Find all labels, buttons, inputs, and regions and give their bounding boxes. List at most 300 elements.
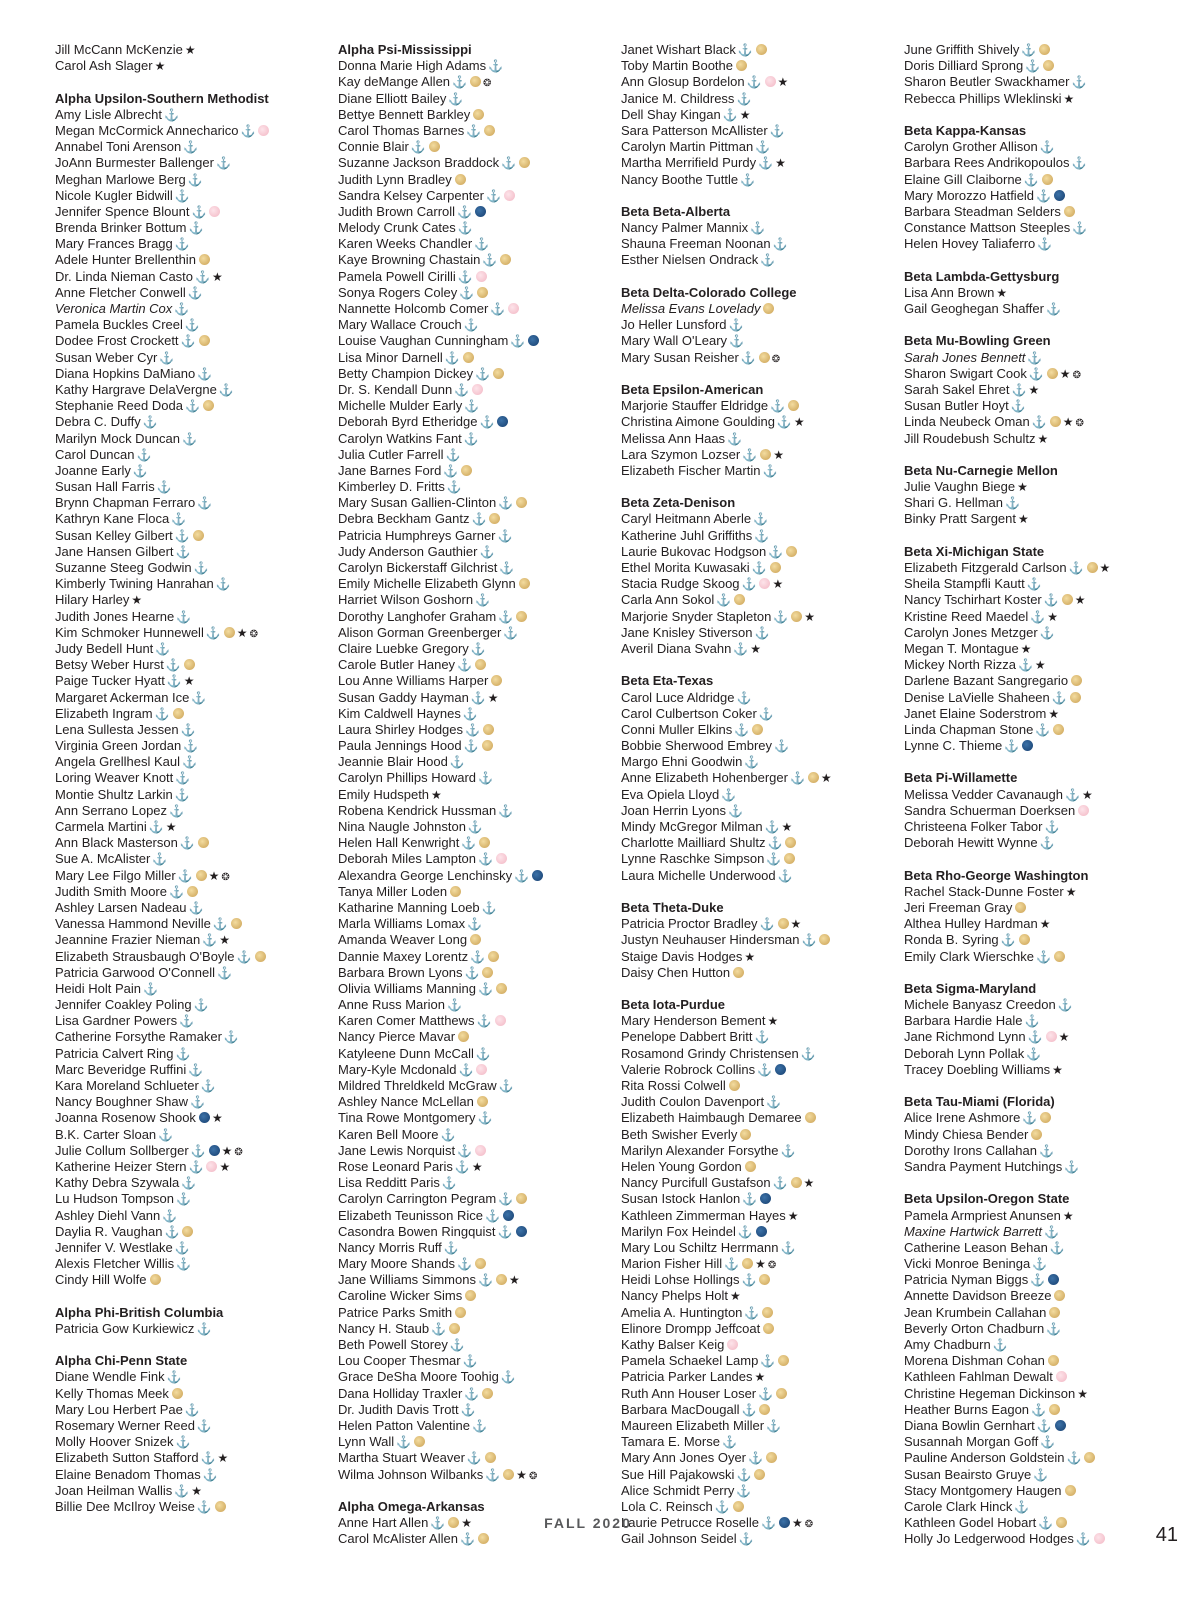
anchor-icon: ⚓ — [1043, 1224, 1059, 1239]
rose-gold-icon — [1040, 1112, 1051, 1123]
rose-gold-icon — [482, 1388, 493, 1399]
member-name: Denise LaVielle Shaheen ⚓ — [904, 690, 1166, 706]
anchor-icon: ⚓ — [754, 528, 770, 543]
member-name: Mary Susan Gallien-Clinton ⚓ — [338, 495, 600, 511]
anchor-icon: ⚓ — [476, 1014, 492, 1029]
rose-gold-icon — [763, 303, 774, 314]
member-name: Kathleen Zimmerman Hayes ★ — [621, 1207, 799, 1223]
anchor-icon: ⚓ — [1043, 593, 1059, 608]
anchor-icon: ⚓ — [169, 884, 184, 899]
member-name: Melissa Vedder Cavanaugh ⚓ ★ — [904, 786, 1093, 802]
rose-gold-icon — [458, 1031, 469, 1042]
rose-gold-icon — [482, 967, 493, 978]
rose-gold-icon — [1054, 951, 1065, 962]
member-name: B.K. Carter Sloan ⚓ — [55, 1126, 174, 1142]
rose-gold-icon — [150, 1274, 161, 1285]
anchor-icon: ⚓ — [200, 1451, 216, 1466]
spacer — [621, 366, 883, 382]
anchor-icon: ⚓ — [1021, 43, 1037, 57]
member-name: Eva Opiela Lloyd ⚓ — [621, 786, 737, 802]
rose-pink-icon — [1046, 1031, 1057, 1042]
anchor-icon: ⚓ — [458, 1062, 474, 1077]
chapter-heading: Beta Pi-Willamette — [904, 770, 1018, 786]
member-name: Harriet Wilson Goshorn ⚓ — [338, 592, 491, 608]
member-name: Elizabeth Teunisson Rice ⚓ — [338, 1208, 600, 1224]
rose-gold-icon — [450, 886, 461, 897]
rose-gold-icon — [516, 497, 527, 508]
member-name: Susan Butler Hoyt ⚓ — [904, 398, 1026, 414]
anchor-icon: ⚓ — [470, 641, 486, 656]
member-name: Rosamond Grindy Christensen ⚓ — [621, 1045, 816, 1061]
anchor-icon: ⚓ — [776, 415, 792, 430]
member-name: Anne Elizabeth Hohenberger ⚓ ★ — [621, 770, 832, 786]
anchor-icon: ⚓ — [179, 1014, 195, 1029]
anchor-icon: ⚓ — [767, 836, 783, 851]
anchor-icon: ⚓ — [780, 1143, 796, 1158]
member-name: Mary-Kyle Mcdonald ⚓ — [338, 1062, 600, 1078]
member-name: Robena Kendrick Hussman ⚓ — [338, 802, 514, 818]
member-name: Lena Sullesta Jessen ⚓ — [55, 721, 196, 737]
rose-gold-icon — [1048, 1355, 1059, 1366]
anchor-icon: ⚓ — [769, 123, 785, 138]
member-name: Anne Fletcher Conwell ⚓ — [55, 284, 203, 300]
member-name: Carol Thomas Barnes ⚓ — [338, 123, 600, 139]
member-name: Gail Johnson Seidel ⚓ — [621, 1531, 754, 1547]
anchor-icon: ⚓ — [410, 140, 426, 155]
star-icon: ★ — [996, 285, 1008, 300]
member-name: Nancy Palmer Mannix ⚓ — [621, 220, 766, 236]
anchor-icon: ⚓ — [187, 172, 203, 187]
chapter-heading: Beta Tau-Miami (Florida) — [904, 1094, 1055, 1110]
star-icon: ★ — [211, 1111, 223, 1126]
anchor-icon: ⚓ — [200, 1079, 216, 1093]
member-name: Bettye Bennett Barkley — [338, 107, 600, 123]
anchor-icon: ⚓ — [477, 1111, 493, 1126]
rose-navy-icon — [516, 1226, 527, 1237]
rose-gold-icon — [500, 254, 511, 265]
member-name: Melody Crunk Cates ⚓ — [338, 220, 473, 236]
pearl-icon: ❂ — [767, 1260, 777, 1272]
rose-gold-icon — [516, 1193, 527, 1204]
anchor-icon: ⚓ — [761, 1516, 776, 1531]
star-icon: ★ — [508, 1273, 520, 1288]
rose-pink-icon — [258, 125, 269, 136]
anchor-icon: ⚓ — [156, 480, 172, 495]
anchor-icon: ⚓ — [1000, 933, 1016, 948]
member-name: Helen Hovey Taliaferro ⚓ — [904, 236, 1053, 252]
member-name: Heidi Holt Pain ⚓ — [55, 980, 158, 996]
member-name: Melissa Ann Haas ⚓ — [621, 430, 743, 446]
anchor-icon: ⚓ — [503, 625, 519, 640]
member-name: Jane Barnes Ford ⚓ — [338, 463, 600, 479]
anchor-icon: ⚓ — [754, 625, 770, 640]
member-name: Kathleen Godel Hobart ⚓ — [904, 1515, 1166, 1531]
anchor-icon: ⚓ — [497, 528, 513, 543]
member-name: Carolyn Grother Allison ⚓ — [904, 139, 1055, 155]
anchor-icon: ⚓ — [721, 787, 737, 802]
rose-gold-icon — [483, 724, 494, 735]
spacer — [904, 252, 1166, 268]
member-name: Lara Szymon Lozser ⚓ ★ — [621, 446, 784, 462]
rose-navy-icon — [1048, 1274, 1059, 1285]
spacer — [904, 754, 1166, 770]
member-name: Michelle Mulder Early ⚓ — [338, 398, 480, 414]
anchor-icon: ⚓ — [430, 1516, 446, 1531]
member-name: Staige Davis Hodges ★ — [621, 948, 756, 964]
anchor-icon: ⚓ — [202, 1467, 218, 1482]
rose-gold-icon — [429, 141, 440, 152]
member-name: Nancy Boothe Tuttle ⚓ — [621, 171, 756, 187]
member-name: Judith Coulon Davenport ⚓ — [621, 1094, 782, 1110]
rose-gold-icon — [455, 1307, 466, 1318]
anchor-icon: ⚓ — [184, 318, 200, 333]
member-name: Martha Stuart Weaver ⚓ — [338, 1450, 600, 1466]
anchor-icon: ⚓ — [457, 658, 473, 673]
member-name: Kaye Browning Chastain ⚓ — [338, 252, 600, 268]
spacer — [621, 657, 883, 673]
anchor-icon: ⚓ — [758, 706, 774, 721]
member-name: Carol Luce Aldridge ⚓ — [621, 689, 752, 705]
anchor-icon: ⚓ — [449, 755, 465, 770]
member-name: Mary Lee Filgo Miller ⚓ ★ ❂ — [55, 868, 317, 884]
member-name: Mickey North Rizza ⚓ ★ — [904, 657, 1046, 673]
member-name: Elizabeth Ingram ⚓ — [55, 706, 317, 722]
anchor-icon: ⚓ — [1039, 140, 1055, 155]
member-name: Heidi Lohse Hollings ⚓ — [621, 1272, 883, 1288]
rose-gold-icon — [475, 659, 486, 670]
anchor-icon: ⚓ — [188, 1159, 204, 1174]
member-name: Penelope Dabbert Britt ⚓ — [621, 1029, 770, 1045]
anchor-icon: ⚓ — [1030, 609, 1046, 624]
member-name: Ann Serrano Lopez ⚓ — [55, 802, 184, 818]
member-name: Tanya Miller Loden — [338, 884, 600, 900]
rose-gold-icon — [1031, 1129, 1042, 1140]
anchor-icon: ⚓ — [801, 933, 817, 948]
star-icon: ★ — [1018, 512, 1029, 527]
chapter-heading: Beta Lambda-Gettysburg — [904, 268, 1060, 284]
member-name: Catherine Forsythe Ramaker ⚓ — [55, 1029, 239, 1045]
anchor-icon: ⚓ — [772, 1176, 788, 1191]
chapter-heading: Beta Beta-Alberta — [621, 203, 731, 219]
anchor-icon: ⚓ — [196, 1418, 212, 1433]
member-name: Barbara Steadman Selders — [904, 204, 1166, 220]
member-name: Ann Glosup Bordelon ⚓ ★ — [621, 74, 789, 90]
member-name: Suzanne Jackson Braddock ⚓ — [338, 155, 600, 171]
anchor-icon: ⚓ — [443, 1240, 459, 1255]
rose-gold-icon — [785, 837, 796, 848]
member-name: Pauline Anderson Goldstein ⚓ — [904, 1450, 1166, 1466]
anchor-icon: ⚓ — [1026, 577, 1042, 592]
anchor-icon: ⚓ — [764, 820, 780, 834]
rose-gold-icon — [805, 1112, 816, 1123]
rose-gold-icon — [519, 578, 530, 589]
member-name: Ruth Ann Houser Loser ⚓ — [621, 1386, 883, 1402]
member-name: Kim Schmoker Hunnewell ⚓ ★ ❂ — [55, 625, 317, 641]
star-icon: ★ — [754, 1370, 766, 1385]
member-name: Ashley Larsen Nadeau ⚓ — [55, 899, 204, 915]
member-name: Dannie Maxey Lorentz ⚓ — [338, 949, 600, 965]
anchor-icon: ⚓ — [477, 1273, 493, 1288]
member-name: Veronica Martin Cox ⚓ — [55, 301, 190, 316]
spacer — [904, 107, 1166, 123]
member-name: Kim Caldwell Haynes ⚓ — [338, 705, 478, 721]
member-name: Deborah Lynn Pollak ⚓ — [904, 1045, 1042, 1061]
member-name: Ashley Diehl Vann ⚓ — [55, 1207, 178, 1223]
rose-navy-icon — [199, 1112, 210, 1123]
anchor-icon: ⚓ — [722, 107, 738, 122]
anchor-icon: ⚓ — [218, 382, 234, 397]
rose-pink-icon — [476, 1064, 487, 1075]
anchor-icon: ⚓ — [1071, 156, 1087, 171]
rose-gold-icon — [465, 1290, 476, 1301]
spacer — [904, 965, 1166, 981]
rose-pink-icon — [504, 190, 515, 201]
anchor-icon: ⚓ — [148, 820, 164, 834]
member-name: Katharine Manning Loeb ⚓ — [338, 899, 497, 915]
member-name: Mary Susan Reisher ⚓ ❂ — [621, 350, 883, 366]
member-name: Sue Hill Pajakowski ⚓ — [621, 1467, 883, 1483]
chapter-heading: Beta Theta-Duke — [621, 899, 724, 915]
member-name: Alexandra George Lenchinsky ⚓ — [338, 868, 600, 884]
anchor-icon: ⚓ — [762, 463, 778, 478]
member-name: Katyleene Dunn McCall ⚓ — [338, 1045, 491, 1061]
member-name: Mary Wallace Crouch ⚓ — [338, 317, 479, 333]
anchor-icon: ⚓ — [744, 1305, 760, 1320]
member-name: Debra Beckham Gantz ⚓ — [338, 511, 600, 527]
member-name: Marilyn Fox Heindel ⚓ — [621, 1224, 883, 1240]
member-name: Caryl Heitmann Aberle ⚓ — [621, 511, 769, 527]
rose-pink-icon — [765, 76, 776, 87]
anchor-icon: ⚓ — [188, 900, 204, 915]
anchor-icon: ⚓ — [1049, 1240, 1065, 1255]
rose-gold-icon — [470, 76, 481, 87]
star-icon: ★ — [183, 674, 195, 689]
anchor-icon: ⚓ — [136, 447, 152, 462]
rose-gold-icon — [255, 951, 266, 962]
member-name: Amy Chadburn ⚓ — [904, 1337, 1008, 1352]
anchor-icon: ⚓ — [1011, 382, 1027, 397]
anchor-icon: ⚓ — [181, 1176, 197, 1191]
member-name: Vicki Monroe Beninga ⚓ — [904, 1256, 1048, 1272]
member-name: Maxine Hartwick Barrett ⚓ — [904, 1223, 1059, 1239]
pearl-icon: ❂ — [249, 628, 258, 640]
member-name: Jill McCann McKenzie ★ — [55, 42, 196, 57]
spacer — [621, 981, 883, 997]
anchor-icon: ⚓ — [176, 609, 192, 624]
member-name: Billie Dee McIlroy Weise ⚓ — [55, 1499, 317, 1515]
anchor-icon: ⚓ — [724, 1257, 740, 1272]
spacer — [904, 447, 1166, 463]
member-name: Joanne Early ⚓ — [55, 462, 148, 478]
rose-gold-icon — [733, 967, 744, 978]
member-name: Carol McAlister Allen ⚓ — [338, 1531, 600, 1547]
anchor-icon: ⚓ — [479, 415, 495, 430]
member-name: Virginia Green Jordan ⚓ — [55, 738, 199, 754]
member-name: Valerie Robrock Collins ⚓ — [621, 1062, 883, 1078]
member-name: Emily Hudspeth ★ — [338, 786, 442, 802]
rose-gold-icon — [754, 1469, 765, 1480]
star-icon: ★ — [208, 868, 220, 883]
anchor-icon: ⚓ — [175, 544, 191, 559]
member-name: Beth Swisher Everly — [621, 1127, 883, 1143]
member-name: Mary Wall O'Leary ⚓ — [621, 333, 744, 349]
rose-gold-icon — [482, 740, 493, 751]
member-name: Dorothy Langhofer Graham ⚓ — [338, 609, 600, 625]
anchor-icon: ⚓ — [446, 480, 462, 495]
rose-navy-icon — [528, 335, 539, 346]
star-icon: ★ — [1062, 1208, 1074, 1223]
member-name: Janice M. Childress ⚓ — [621, 90, 752, 106]
spacer — [55, 74, 317, 90]
anchor-icon: ⚓ — [155, 641, 171, 656]
member-name: Diana Hopkins DaMiano ⚓ — [55, 365, 213, 381]
rose-gold-icon — [1050, 416, 1061, 427]
anchor-icon: ⚓ — [223, 1030, 239, 1045]
anchor-icon: ⚓ — [1066, 1451, 1082, 1466]
anchor-icon: ⚓ — [1046, 1321, 1062, 1336]
member-name: JoAnn Burmester Ballenger ⚓ — [55, 155, 231, 171]
star-icon: ★ — [793, 415, 805, 430]
anchor-icon: ⚓ — [742, 1192, 758, 1207]
member-name: Lisa Gardner Powers ⚓ — [55, 1013, 195, 1029]
member-name: Carolyn Phillips Howard ⚓ — [338, 770, 493, 786]
anchor-icon: ⚓ — [188, 221, 204, 236]
anchor-icon: ⚓ — [478, 852, 493, 867]
member-name: Deborah Byrd Etheridge ⚓ — [338, 414, 600, 430]
anchor-icon: ⚓ — [179, 836, 195, 851]
anchor-icon: ⚓ — [1032, 1257, 1048, 1272]
member-name: Mary Lou Schiltz Herrmann ⚓ — [621, 1239, 796, 1255]
member-name: Pamela Buckles Creel ⚓ — [55, 317, 200, 333]
rose-gold-icon — [182, 1226, 193, 1237]
member-name: Deborah Miles Lampton ⚓ — [338, 851, 600, 867]
member-name: Nancy H. Staub ⚓ — [338, 1321, 600, 1337]
member-name: Carol Culbertson Coker ⚓ — [621, 705, 774, 721]
member-name: Nannette Holcomb Comer ⚓ — [338, 301, 600, 317]
member-name: Joanna Rosenow Shook ★ — [55, 1110, 223, 1126]
anchor-icon: ⚓ — [1017, 658, 1033, 673]
member-name: Christina Aimone Goulding ⚓ ★ — [621, 414, 805, 430]
spacer — [621, 884, 883, 900]
anchor-icon: ⚓ — [475, 366, 491, 381]
member-name: Susan Beairsto Gruye ⚓ — [904, 1466, 1049, 1482]
rose-navy-icon — [1055, 1420, 1066, 1431]
chapter-heading: Beta Delta-Colorado College — [621, 284, 797, 300]
anchor-icon: ⚓ — [1038, 1143, 1054, 1158]
member-name: Stacy Montgomery Haugen — [904, 1483, 1166, 1499]
member-name: Anne Russ Marion ⚓ — [338, 997, 462, 1013]
anchor-icon: ⚓ — [463, 739, 479, 754]
anchor-icon: ⚓ — [482, 253, 498, 268]
rose-gold-icon — [786, 546, 797, 557]
anchor-icon: ⚓ — [740, 350, 756, 365]
name-column-4 — [904, 42, 1166, 1547]
member-name: Caroline Wicker Sims — [338, 1288, 600, 1304]
rose-gold-icon — [776, 1388, 787, 1399]
member-name: Betty Champion Dickey ⚓ — [338, 366, 600, 382]
member-name: Barbara MacDougall ⚓ — [621, 1402, 883, 1418]
member-name: Dr. S. Kendall Dunn ⚓ — [338, 382, 600, 398]
anchor-icon: ⚓ — [1014, 1499, 1030, 1514]
chapter-heading: Beta Zeta-Denison — [621, 495, 736, 511]
star-icon: ★ — [750, 641, 762, 656]
member-name: Montie Shultz Larkin ⚓ — [55, 786, 190, 802]
member-name: Justyn Neuhauser Hindersman ⚓ — [621, 932, 883, 948]
anchor-icon: ⚓ — [177, 868, 193, 883]
member-name: Jo Heller Lunsford ⚓ — [621, 317, 744, 333]
member-name: Marla Williams Lomax ⚓ — [338, 916, 483, 932]
anchor-icon: ⚓ — [190, 1143, 206, 1158]
member-name: Diane Elliott Bailey ⚓ — [338, 90, 464, 106]
member-name: Althea Hulley Hardman ★ — [904, 916, 1051, 932]
member-name: Katherine Heizer Stern ⚓ ★ — [55, 1158, 231, 1174]
member-name: Sheila Stampfli Kautt ⚓ — [904, 576, 1042, 592]
rose-gold-icon — [477, 287, 488, 298]
star-icon: ★ — [1059, 366, 1071, 381]
rose-pink-icon — [496, 853, 507, 864]
anchor-icon: ⚓ — [467, 917, 483, 932]
member-name: Laura Michelle Underwood ⚓ — [621, 867, 793, 883]
member-name: Tamara E. Morse ⚓ — [621, 1434, 737, 1450]
rose-navy-icon — [497, 416, 508, 427]
rose-gold-icon — [414, 1436, 425, 1447]
rose-gold-icon — [484, 125, 495, 136]
chapter-heading: Beta Sigma-Maryland — [904, 980, 1037, 996]
member-name: Ashley Nance McLellan — [338, 1094, 600, 1110]
anchor-icon: ⚓ — [197, 366, 213, 381]
member-name: Marjorie Stauffer Eldridge ⚓ — [621, 398, 883, 414]
anchor-icon: ⚓ — [750, 221, 766, 236]
rose-gold-icon — [503, 1469, 514, 1480]
anchor-icon: ⚓ — [240, 123, 256, 138]
member-name: Pamela Schaekel Lamp ⚓ — [621, 1353, 883, 1369]
member-name: Lou Cooper Thesmar ⚓ — [338, 1353, 478, 1369]
anchor-icon: ⚓ — [184, 1402, 200, 1417]
anchor-icon: ⚓ — [741, 577, 757, 592]
member-name: Alice Schmidt Perry ⚓ — [621, 1482, 752, 1498]
anchor-icon: ⚓ — [753, 512, 769, 527]
rose-gold-icon — [519, 157, 530, 168]
rose-gold-icon — [463, 352, 474, 363]
member-name: Barbara Brown Lyons ⚓ — [338, 965, 600, 981]
rose-gold-icon — [187, 886, 198, 897]
member-name: Susan Kelley Gilbert ⚓ — [55, 528, 317, 544]
member-name: Helen Young Gordon — [621, 1159, 883, 1175]
anchor-icon: ⚓ — [780, 1240, 796, 1255]
spacer — [55, 1337, 317, 1353]
member-name: Shauna Freeman Noonan ⚓ — [621, 236, 788, 252]
member-name: Sharon Beutler Swackhamer ⚓ — [904, 74, 1087, 90]
rose-gold-icon — [778, 1355, 789, 1366]
member-name: Margo Ehni Goodwin ⚓ — [621, 754, 760, 770]
star-icon: ★ — [755, 1257, 766, 1272]
member-name: Karen Comer Matthews ⚓ — [338, 1013, 600, 1029]
member-name: Carol Ash Slager ★ — [55, 58, 166, 74]
pearl-icon: ❂ — [1072, 369, 1081, 381]
member-name: Tina Rowe Montgomery ⚓ — [338, 1110, 493, 1126]
anchor-icon: ⚓ — [736, 690, 752, 705]
rose-gold-icon — [477, 1096, 488, 1107]
anchor-icon: ⚓ — [182, 755, 197, 770]
rose-gold-icon — [199, 335, 210, 346]
rose-gold-icon — [224, 627, 235, 638]
member-name: Nina Naugle Johnston ⚓ — [338, 819, 483, 834]
rose-navy-icon — [1054, 190, 1065, 201]
member-name: Linda Neubeck Oman ⚓ ★ ❂ — [904, 414, 1166, 430]
anchor-icon: ⚓ — [1036, 1418, 1052, 1433]
anchor-icon: ⚓ — [174, 787, 190, 802]
member-name: Olivia Williams Manning ⚓ — [338, 981, 600, 997]
